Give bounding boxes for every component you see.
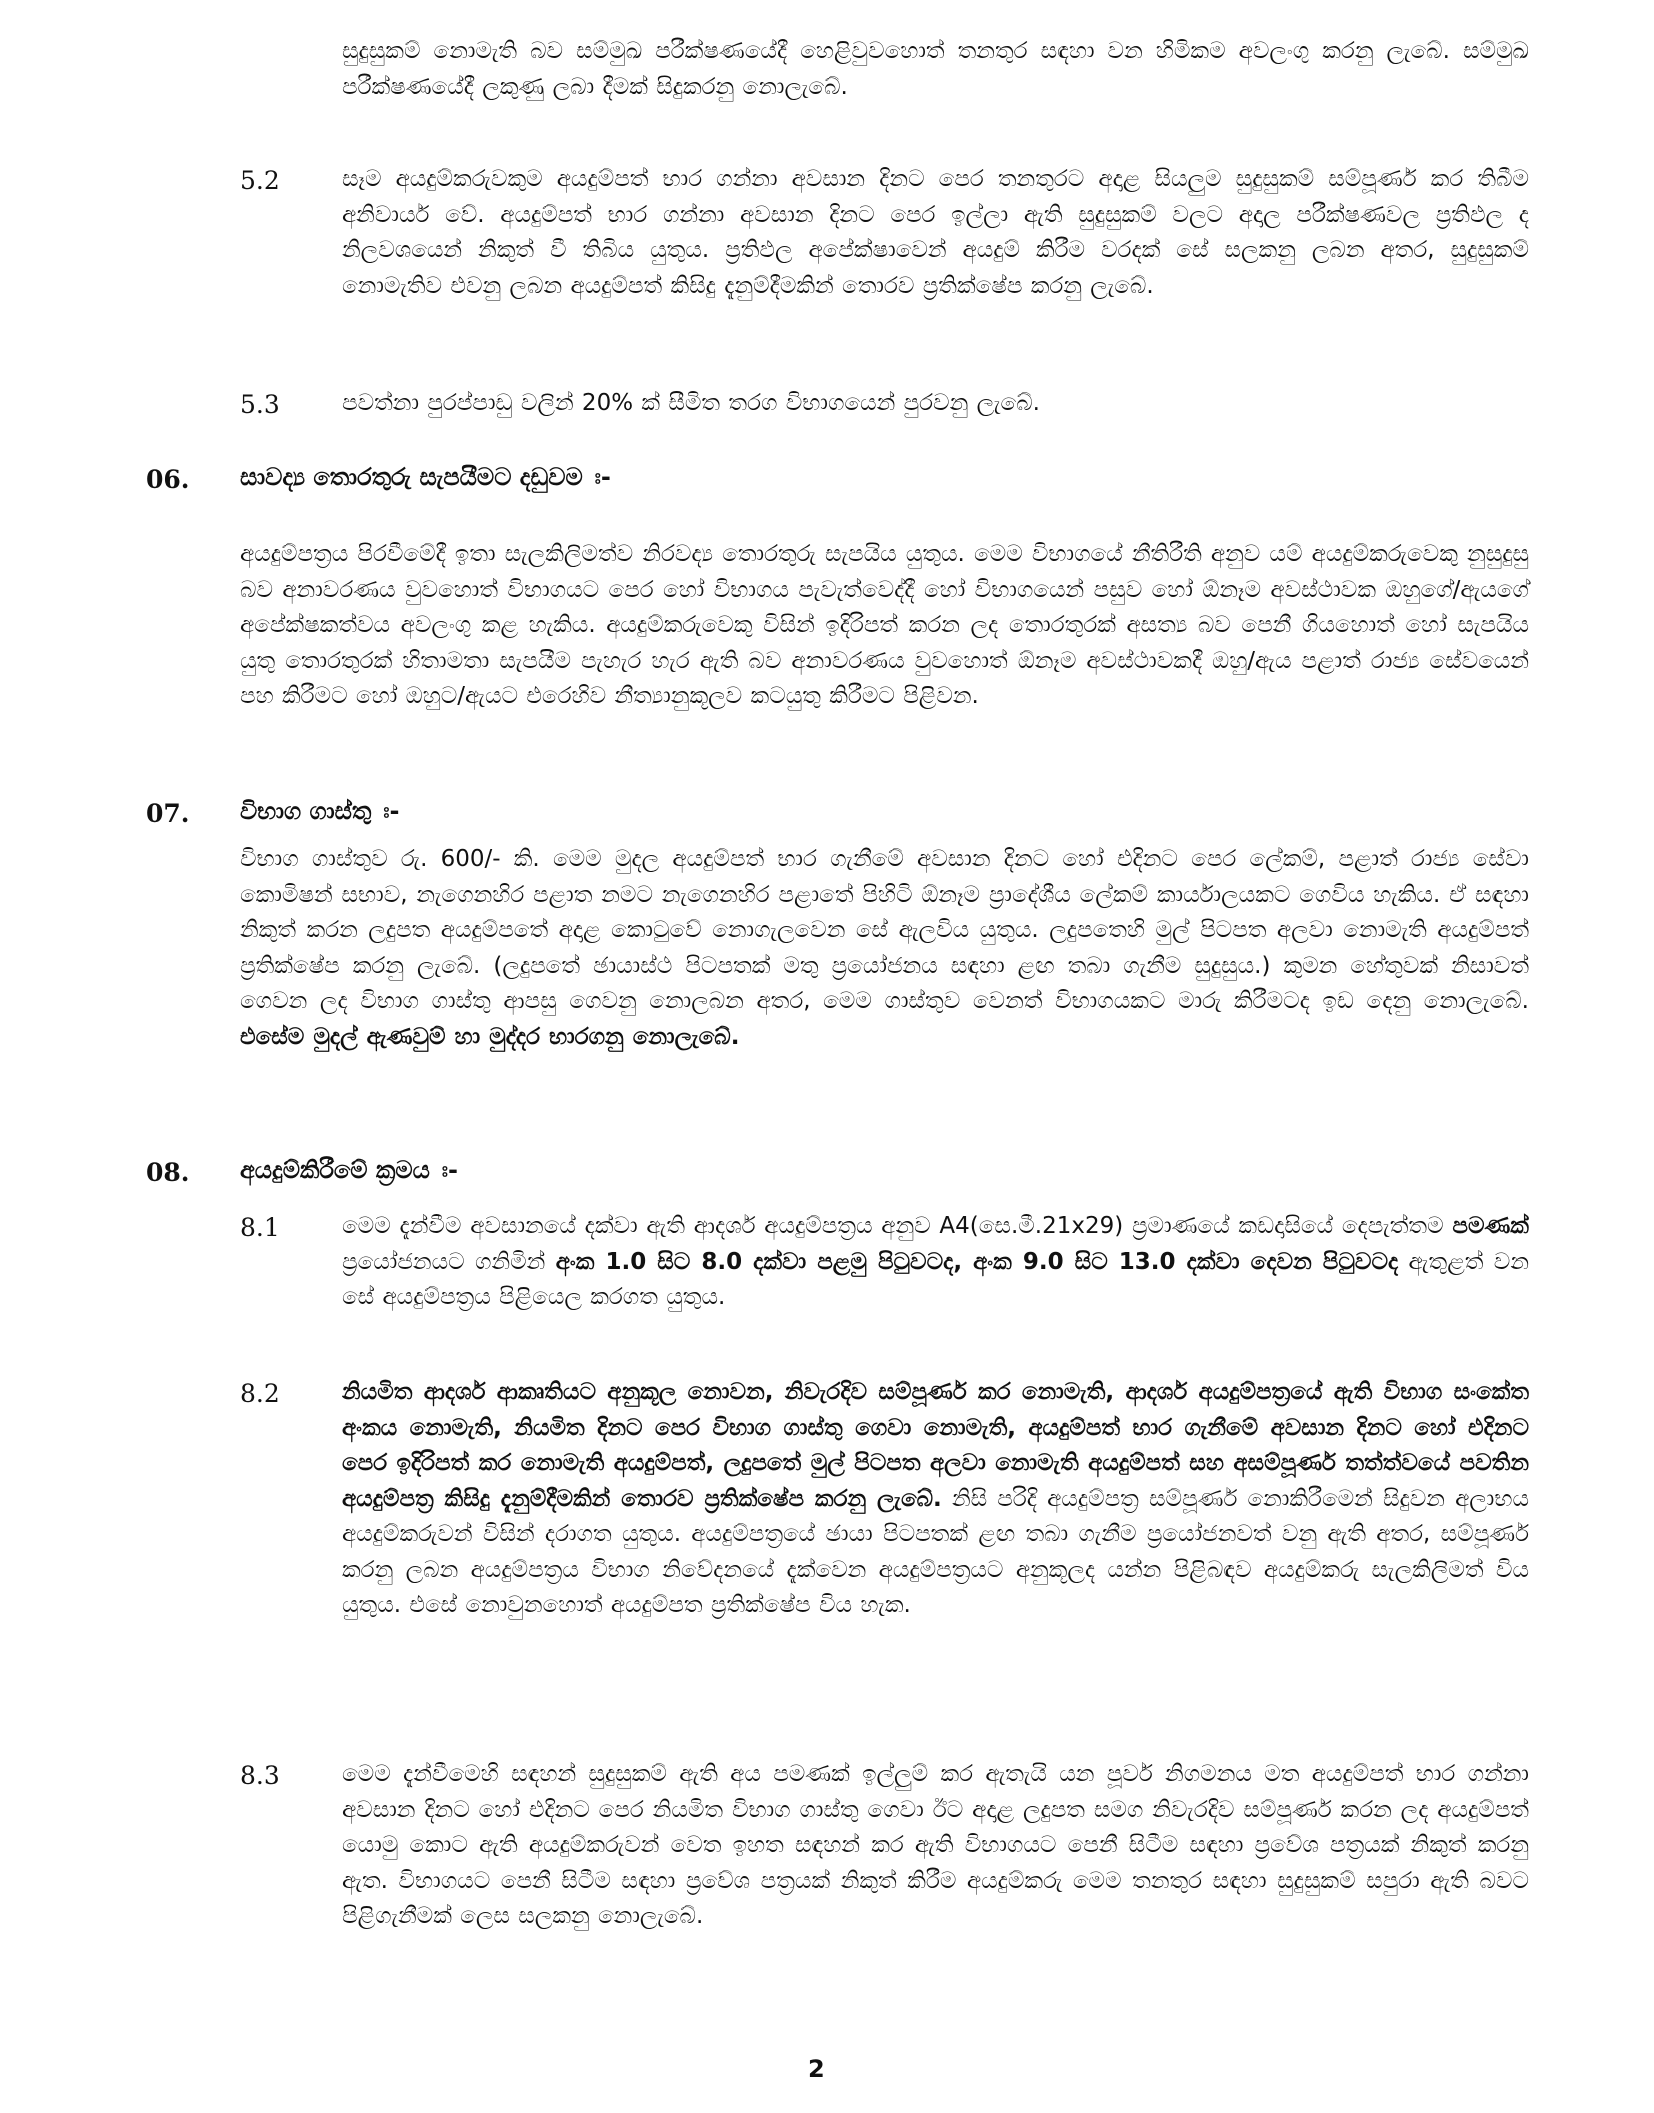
item-5-2-text: සෑම අයදුම්කරුවකුම අයදුම්පත් භාර ගන්නා අවසාන දිනට පෙර තනතුරට අදාළ සියලුම සුදුසුකම් සම්පූර්ණ කර තිබීම අනිවාර්ය වේ. අයදුම්පත් භාර ගන්නා අවසාන දිනට පෙර ඉල්ලා ඇති සුදුසුකම් වලට අදාල පරීක්ෂණවල ප්‍රතිඵල ද නිලවශයෙන් නිකුත් වී තිබිය යුතුය. ප්‍රතිඵල අපේක්ෂාවෙන් අයදුම් කිරීම වරදක් සේ සලකනු ලබන අතර, සුදුසුකම් නොමැතිව එවනු ලබන අයදුම්පත් කිසිදු දැනුම්දීමකින් තොරව ප්‍රතික්ෂේප කරනු ලැබේ. (342, 166, 1529, 299)
section-6-paragraph: අයදුම්පත්‍රය පිරවීමේදී ඉතා සැලකිලිමත්ව නිරවද්‍ය තොරතුරු සැපයිය යුතුය. මෙම විභාගයේ නීතිරීති අනුව යම් අයදුම්කරුවෙකු නුසුදුසු බව අනාවරණය වුවහොත් විභාගයට පෙර හෝ විභාගය පැවැත්වෙද්දී හෝ විභාගයෙන් පසුව හෝ ඕනෑම අවස්ථාවක ඔහුගේ/ඇයගේ අපේක්ෂකත්වය අවලංගු කළ හැකිය. අයදුම්කරුවෙකු විසින් ඉදිරිපත් කරන ලද තොරතුරක් අසත්‍ය බව පෙනී ගියහොත් හෝ සැපයිය යුතු තොරතුරක් හිතාමතා සැපයීම පැහැර හැර ඇති බව අනාවරණය වුවහොත් ඕනෑම අවස්ථාවකදී ඔහු/ඇය පළාත් රාජ්‍ය සේවයෙන් පහ කිරීමට හෝ ඔහුට/ඇයට එරෙහිව නීත්‍යානුකූලව කටයුතු කිරීමට පිළිවන. (240, 541, 1529, 709)
section-8-title: අයදුම්කිරීමේ ක්‍රමය ඃ- (240, 1156, 458, 1184)
item-8-1-text-c: ඇතුළත් වන සේ අයදුම්පත්‍රය පිළියෙල කරගත යුතුය. (342, 1248, 1529, 1310)
item-8-2-bold-text: නියමිත ආදර්ශ ආකෘතියට අනුකූල නොවන, නිවැරදිව සම්පූර්ණ කර නොමැති, ආදර්ශ අයදුම්පත්‍රයේ ඇති විභාග සංකේත අංකය නොමැති, නියමිත දිනට පෙර විභාග ගාස්තු ගෙවා නොමැති, අයදුම්පත් භාර ගැනීමේ අවසාන දිනට හෝ එදිනට පෙර ඉදිරිපත් කර නොමැති අයදුම්පත්, ලදුපතේ මුල් පිටපත අලවා නොමැති අයදුම්පත් සහ අසම්පූර්ණ තත්ත්වයේ පවතින අයදුම්පත්‍ර කිසිදු දැනුම්දීමකින් තොරව ප්‍රතික්ෂේප කරනු ලැබේ. (342, 1379, 1530, 1512)
item-8-3-text: මෙම දැන්වීමෙහි සඳහන් සුදුසුකම් ඇති අය පමණක් ඉල්ලුම් කර ඇතැයි යන පූර්ව නිගමනය මත අයදුම්පත් භාර ගන්නා අවසාන දිනට හෝ එදිනට පෙර නියමිත විභාග ගාස්තු ගෙවා ඊට අදාළ ලදුපත සමග නිවැරදිව සම්පූර්ණ කරන ලද අයදුම්පත් යොමු කොට ඇති අයදුම්කරුවන් වෙත ඉහත සඳහන් කර ඇති විභාගයට පෙනී සිටීම සඳහා ප්‍රවේශ පත්‍රයක් නිකුත් කරනු ඇත. විභාගයට පෙනී සිටීම සඳහා ප්‍රවේශ පත්‍රයක් නිකුත් කිරීම අයදුම්කරු මෙම තනතුර සඳහා සුදුසුකම් සපුරා ඇති බවට පිළිගැනීමක් ලෙස සලකනු නොලැබේ. (342, 1761, 1529, 1929)
section-6-title: සාවද්‍ය තොරතුරු සැපයීමට දඩුවම ඃ- (240, 463, 611, 491)
section-7-bold-text: එසේම මුදල් ඇණවුම් හා මුද්දර භාරගනු නොලැබේ. (240, 1023, 740, 1050)
item-8-2-text (342, 1375, 1529, 1624)
section-8-number: 08. (146, 1158, 190, 1187)
item-5-3-number: 5.3 (240, 390, 280, 419)
section-7-paragraph (240, 842, 1529, 1055)
section-6-number: 06. (146, 465, 190, 494)
item-8-1-text-a: මෙම දැන්වීම අවසානයේ දක්වා ඇති ආදර්ශ අයදුම්පත්‍රය අනුව A4(සෙ.මී.21x29) ප්‍රමාණයේ කඩදාසියේ දෙපැත්තම (342, 1213, 1453, 1239)
item-8-2-number: 8.2 (240, 1379, 280, 1408)
item-5-2-number: 5.2 (240, 166, 280, 195)
item-8-2-normal-text: නිසි පරිදි අයදුම්පත්‍ර සම්පූර්ණ නොකිරීමෙන් සිදුවන අලාභය අයදුම්කරුවන් විසින් දරාගත යුතුය. අයදුම්පත්‍රයේ ඡායා පිටපතක් ළඟ තබා ගැනීම ප්‍රයෝජනවත් වනු ඇති අතර, සම්පූර්ණ කරනු ලබන අයදුම්පත්‍රය විභාග නිවේදනයේ දැක්වෙන අයදුම්පත්‍රයට අනුකූලද යන්න පිළිබඳව අයදුම්කරු සැලකිලිමත් විය යුතුය. එසේ නොවුනහොත් අයදුම්පත ප්‍රතික්ෂේප විය හැක. (342, 1485, 1529, 1618)
item-8-1-text-b: ප්‍රයෝජනයට ගනිමින් (342, 1248, 556, 1275)
item-8-1-bold-a: පමණක් (1452, 1213, 1529, 1239)
item-5-3-text: පවත්නා පුරප්පාඩු වලින් 20% ක් සීමිත තරග විභාගයෙන් පුරවනු ලැබේ. (342, 390, 1040, 416)
page-number: 2 (808, 2055, 825, 2083)
intro-paragraph: සුදුසුකම් නොමැති බව සම්මුඛ පරීක්ෂණයේදී හෙළිවුවහොත් තනතුර සඳහා වන හිමිකම අවලංගු කරනු ලැබේ. සම්මුඛ පරීක්ෂණයේදී ලකුණු ලබා දීමක් සිදුකරනු නොලැබේ. (342, 38, 1529, 100)
item-8-1-bold-b: අංක 1.0 සිට 8.0 දක්වා පළමු පිටුවටද, අංක 9.0 සිට 13.0 දක්වා දෙවන පිටුවටද (555, 1248, 1399, 1275)
item-8-3-number: 8.3 (240, 1761, 280, 1790)
section-7-text: විභාග ගාස්තුව රු. 600/- කි. මෙම මුදල අයදුම්පත් භාර ගැනීමේ අවසාන දිනට හෝ එදිනට පෙර ලේකම්, පළාත් රාජ්‍ය සේවා කොමිෂන් සභාව, නැගෙනහිර පළාත නමට නැගෙනහිර පළාතේ පිහිටි ඕනෑම ප්‍රාදේශීය ලේකම් කාර්යාලයකට ගෙවිය හැකිය. ඒ සඳහා නිකුත් කරන ලදුපත අයදුම්පතේ අදාළ කොටුවේ නොගැලවෙන සේ ඇලවිය යුතුය. ලදුපතෙහි මුල් පිටපත අලවා නොමැති අයදුම්පත් ප්‍රතික්ෂේප කරනු ලැබේ. (ලදුපතේ ඡායාස්ථ පිටපතක් මතු ප්‍රයෝජනය සඳහා ළඟ තබා ගැනීම සුදුසුය.) කුමන හේතුවක් නිසාවත් ගෙවන ලද විභාග ගාස්තු ආපසු ගෙවනු නොලබන අතර, මෙම ගාස්තුව වෙනත් විභාගයකට මාරු කිරීමටද ඉඩ දෙනු නොලැබේ. (240, 846, 1529, 1014)
section-7-title: විභාග ගාස්තු ඃ- (240, 797, 400, 825)
item-8-1-text (342, 1209, 1529, 1316)
section-7-number: 07. (146, 799, 190, 828)
item-8-1-number: 8.1 (240, 1213, 280, 1242)
